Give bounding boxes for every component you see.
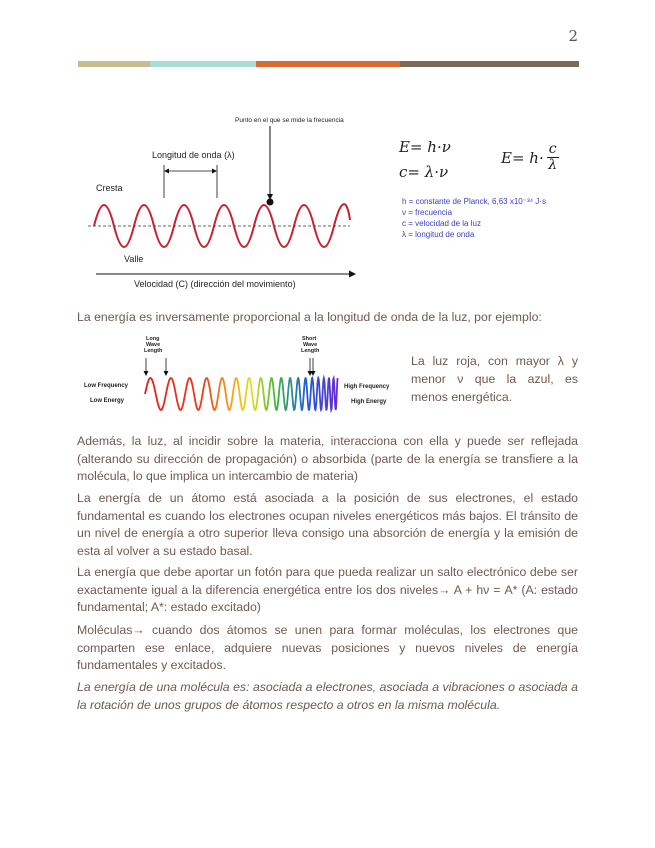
intro-paragraph: La energía es inversamente proporcional a la longitud de onda de la luz, por ejemplo: xyxy=(77,310,542,324)
crest-label: Cresta xyxy=(96,183,123,193)
legend-item: h = constante de Planck, 6,63 x10⁻³⁴ J·s xyxy=(402,197,546,206)
paragraph-atom-energy: La energía de un átomo está asociada a la posición de sus electrones, el estado fundamental es cuando los electrones ocupan niveles energéticos más bajos. El tránsito de un nivel de energía a otro superior lleva consigo una absorción de energía y la emisión de esta al volver a su estado basal. xyxy=(77,491,578,558)
velocity-arrowhead xyxy=(349,271,356,278)
eq3-denominator: λ xyxy=(548,157,558,173)
eq3-numerator: c xyxy=(548,141,557,157)
paragraph-molecules: Moléculas→ cuando dos átomos se unen para formar moléculas, los electrones que comparten ese enlace, adquiere nuevas posiciones y nuevos niveles de energía fundamentales y excitados. xyxy=(77,623,578,672)
rule-segment-4 xyxy=(400,61,579,67)
equation-energy xyxy=(399,138,451,156)
long-wave-arrowhead-left xyxy=(144,371,149,376)
measure-point xyxy=(267,199,274,206)
eq2-rhs: = λ·ν xyxy=(407,163,449,181)
paragraph-interaction: Además, la luz, al incidir sobre la materia, interacciona con ella y puede ser reflejada (alterando su dirección de propagación) o absorbida (parte de la energía se transfiere a la molécula, lo que implica un intercambio de materia) xyxy=(77,434,578,483)
eq1-lhs: E xyxy=(399,138,410,156)
legend-item: ν = frecuencia xyxy=(402,208,453,217)
rule-segment-2 xyxy=(150,61,256,67)
trough-label: Valle xyxy=(124,254,144,264)
wave-diagram xyxy=(88,110,368,295)
wavelength-arrowhead-left xyxy=(164,169,169,174)
eq3-lhs: E xyxy=(501,148,512,167)
low-energy-label: Low Energy xyxy=(90,398,125,404)
short-wave-label-2: Wave xyxy=(303,342,318,348)
paragraph-photon: La energía que debe aportar un fotón para que pueda realizar un salto electrónico debe ser exactamente igual a la diferencia energética entre los dos niveles→ A + hν = A* (A: estado fundamental; A*: estado excitado) xyxy=(77,565,578,614)
low-frequency-label: Low Frequency xyxy=(84,383,129,389)
eq2-lhs: c xyxy=(399,163,408,181)
spectrum-diagram xyxy=(83,333,403,418)
legend-item: c = velocidad de la luz xyxy=(402,219,481,228)
eq3-fraction xyxy=(547,142,559,173)
eq1-rhs: = h·ν xyxy=(409,138,451,156)
rule-segment-1 xyxy=(78,61,150,67)
long-wave-label-1: Long xyxy=(146,336,160,342)
short-wave-label-1: Short xyxy=(302,336,317,342)
spectrum-wave xyxy=(145,378,338,410)
page-number: 2 xyxy=(568,27,578,45)
long-wave-label-3: Length xyxy=(144,348,163,354)
eq3-mid: = h· xyxy=(511,148,544,167)
side-note: La luz roja, con mayor λ y menor ν que la azul, es menos energética. xyxy=(411,354,578,404)
measure-point-annotation: Punto en el que se mide la frecuencia xyxy=(235,117,344,124)
wave-curve xyxy=(94,204,350,247)
equation-light-speed xyxy=(399,163,448,181)
high-energy-label: High Energy xyxy=(351,399,387,405)
paragraph-molecule-energy: La energía de una molécula es: asociada a electrones, asociada a vibraciones o asociada a la rotación de unos grupos de átomos respecto a otros en la misma molécula. xyxy=(77,680,578,712)
high-frequency-label: High Frequency xyxy=(344,384,390,390)
wavelength-label: Longitud de onda (λ) xyxy=(152,150,235,160)
equation-energy-wavelength xyxy=(501,142,559,173)
header-rule xyxy=(78,61,579,67)
wavelength-arrowhead-right xyxy=(212,169,217,174)
rule-segment-3 xyxy=(256,61,400,67)
short-wave-label-3: Length xyxy=(301,348,320,354)
long-wave-arrowhead-right xyxy=(164,371,169,376)
velocity-label: Velocidad (C) (dirección del movimiento) xyxy=(134,279,296,289)
long-wave-label-2: Wave xyxy=(146,342,161,348)
legend-item: λ = longitud de onda xyxy=(402,230,475,239)
equation-legend xyxy=(402,196,546,240)
